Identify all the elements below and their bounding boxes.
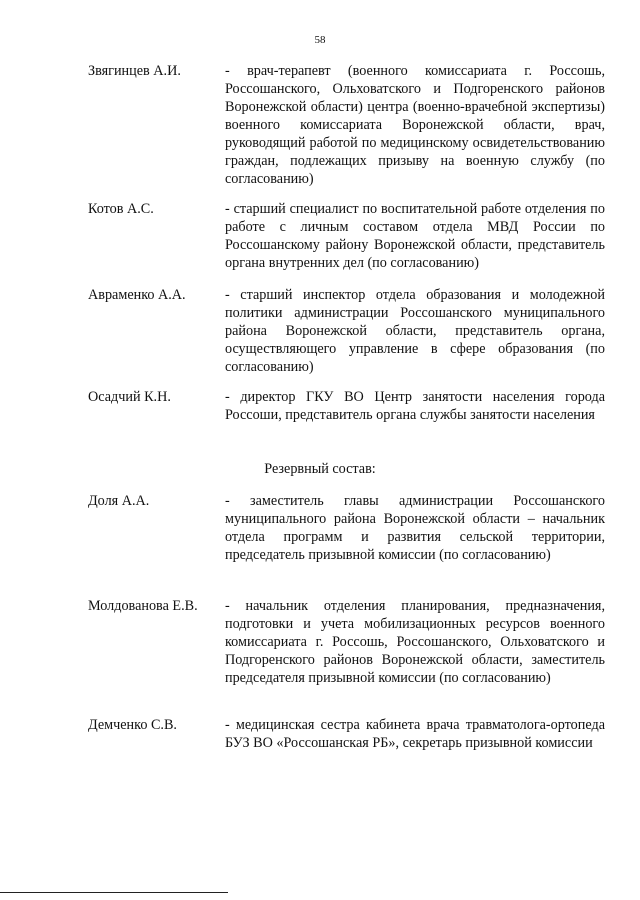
member-name: Звягинцев А.И. [88, 63, 181, 79]
member-name: Осадчий К.Н. [88, 389, 171, 405]
member-name: Авраменко А.А. [88, 287, 186, 303]
member-name: Котов А.С. [88, 201, 154, 217]
footer-rule [0, 892, 228, 893]
member-name: Демченко С.В. [88, 717, 177, 733]
member-role: - медицинская сестра кабинета врача травматолога-ортопеда БУЗ ВО «Россошанская РБ», секретарь призывной комиссии [225, 717, 605, 751]
member-role: - старший инспектор отдела образования и молодежной политики администрации Россошанского муниципального района Воронежской области, представитель органа, осуществляющего управление в сфере образования (по согласованию) [225, 287, 605, 375]
member-name: Молдованова Е.В. [88, 598, 198, 614]
member-role: - врач-терапевт (военного комиссариата г. Россошь, Россошанского, Ольховатского и Подгоренского районов Воронежской области) центра (военно-врачебной экспертизы) военного комиссариата Воронежской области, врач, руководящий работой по медицинскому освидетельствованию граждан, подлежащих призыву на военную службу (по согласованию) [225, 63, 605, 187]
member-role: - директор ГКУ ВО Центр занятости населения города Россоши, представитель органа службы занятости населения [225, 389, 605, 423]
reserve-section-title: Резервный состав: [264, 461, 376, 477]
page-number: 58 [314, 34, 326, 46]
member-name: Доля А.А. [88, 493, 150, 509]
member-role: - старший специалист по воспитательной работе отделения по работе с личным составом отдела МВД России по Россошанскому району Воронежской области, представитель органа внутренних дел (по согласованию) [225, 201, 605, 271]
member-role: - заместитель главы администрации Россошанского муниципального района Воронежской области – начальник отдела программ и развития сельской территории, председатель призывной комиссии (по согласованию) [225, 493, 605, 563]
member-role: - начальник отделения планирования, предназначения, подготовки и учета мобилизационных ресурсов военного комиссариата г. Россошь, Россошанского, Ольховатского и Подгоренского районов Воронежской области, заместитель председателя призывной комиссии (по согласованию) [225, 598, 605, 686]
